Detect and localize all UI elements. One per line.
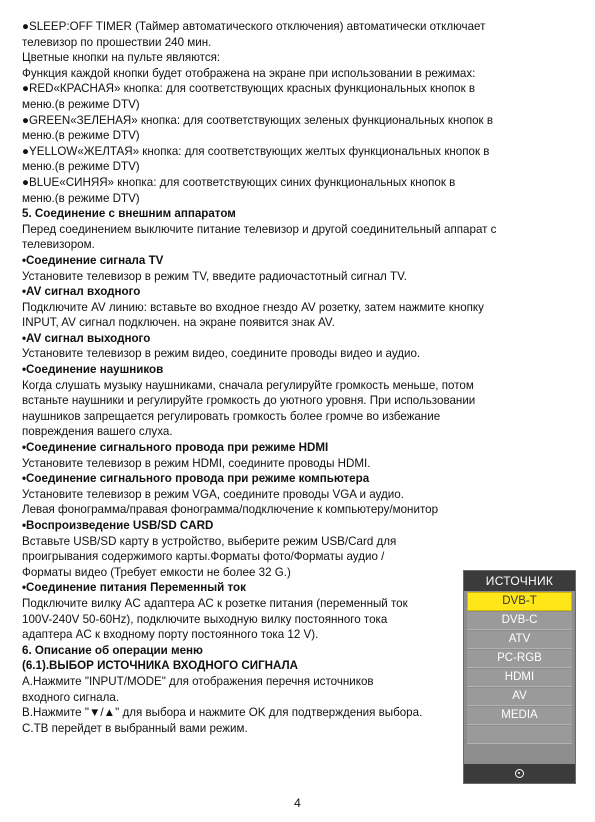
- section-heading: •Воспроизведение USB/SD CARD: [22, 519, 214, 532]
- source-menu-title: ИСТОЧНИК: [464, 571, 575, 591]
- section-heading: •Соединение питания Переменный ток: [22, 581, 246, 595]
- section-heading: •Соединение сигнального провода при режиме компьютера: [22, 472, 370, 486]
- section-heading: •AV сигнал входного: [22, 285, 141, 299]
- source-menu-item[interactable]: AV: [467, 688, 572, 706]
- source-menu-item[interactable]: ATV: [467, 631, 572, 649]
- ok-circle-icon: [515, 769, 524, 778]
- text-line: B.Нажмите "▼/▲" для выбора и нажмите OK для подтверждения выбора.: [22, 706, 423, 720]
- text-line: Подключите вилку AC адаптера AC к розетке питания (переменный ток: [22, 596, 408, 610]
- text-line: Вставьте USB/SD карту в устройство, выберите режим USB/Card для: [22, 534, 397, 548]
- section-heading: •Соединение сигнального провода при режиме HDMI: [22, 441, 329, 455]
- page-number: 4: [294, 796, 301, 810]
- section-heading: 6. Описание об операции меню: [22, 643, 203, 657]
- source-menu-item[interactable]: MEDIA: [467, 707, 572, 725]
- text-line: 100V-240V 50-60Hz), подключите выходную вилку постоянного тока: [22, 612, 388, 626]
- text-line: повреждения вашего слуха.: [22, 425, 173, 439]
- text-line: входного сигнала.: [22, 690, 120, 704]
- source-menu-item[interactable]: HDMI: [467, 669, 572, 687]
- section-heading: (6.1).ВЫБОР ИСТОЧНИКА ВХОДНОГО СИГНАЛА: [22, 659, 299, 673]
- text-line: Форматы видео (Требует емкости не более 32 G.): [22, 565, 291, 579]
- source-menu-item-empty[interactable]: [467, 726, 572, 744]
- text-line: Левая фонограмма/правая фонограмма/подключение к компьютеру/монитор: [22, 503, 439, 517]
- section-heading: 5. Соединение с внешним аппаратом: [22, 207, 236, 221]
- text-line: Установите телевизор в режим видео, соедините проводы видео и аудио.: [22, 347, 421, 361]
- text-line: Установите телевизор в режим HDMI, соедините проводы HDMI.: [22, 456, 371, 470]
- text-line: ●RED«КРАСНАЯ» кнопка: для соответствующих красных функциональных кнопок в: [22, 82, 476, 96]
- text-line: Когда слушать музыку наушниками, сначала регулируйте громкость меньше, потом: [22, 378, 474, 392]
- section-heading: •Соединение наушников: [22, 363, 164, 377]
- text-line: телевизором.: [22, 238, 95, 252]
- source-menu-footer: [464, 764, 575, 783]
- source-menu-item[interactable]: DVB-C: [467, 612, 572, 630]
- text-line: меню.(в режиме DTV): [22, 191, 140, 205]
- source-menu: [463, 570, 576, 784]
- text-line: A.Нажмите "INPUT/MODE" для отображения перечня источников: [22, 674, 374, 688]
- section-heading: •Соединение сигнала TV: [22, 253, 164, 267]
- source-menu-item[interactable]: DVB-T: [467, 592, 572, 611]
- text-line: наушников запрещается регулировать громкость более громче во избежание: [22, 409, 441, 423]
- source-menu-item[interactable]: PC-RGB: [467, 650, 572, 668]
- text-line: телевизор по прошествии 240 мин.: [22, 35, 212, 49]
- text-line: ●SLEEP:OFF TIMER (Таймер автоматического отключения) автоматически отключает: [22, 20, 486, 33]
- text-line: Перед соединением выключите питание телевизор и другой соединительный аппарат с: [22, 222, 497, 236]
- text-line: Функция каждой кнопки будет отображена на экране при использовании в режимах:: [22, 66, 476, 80]
- source-menu-list: [464, 592, 575, 744]
- text-line: C.ТВ перейдет в выбранный вами режим.: [22, 721, 248, 735]
- section-heading: •AV сигнал выходного: [22, 331, 151, 345]
- text-line: проигрывания содержимого карты.Форматы фото/Форматы аудио /: [22, 550, 385, 564]
- text-line: встаньте наушники и регулируйте громкость до уютного уровня. При использовании: [22, 394, 476, 408]
- text-line: меню.(в режиме DTV): [22, 129, 140, 143]
- text-line: ●BLUE«СИНЯЯ» кнопка: для соответствующих синих функциональных кнопок в: [22, 175, 456, 189]
- text-line: адаптера AC к входному порту постоянного тока 12 V).: [22, 628, 319, 642]
- text-line: меню.(в режиме DTV): [22, 97, 140, 111]
- text-line: INPUT, AV сигнал подключен. на экране появится знак AV.: [22, 316, 335, 330]
- text-line: ●GREEN«ЗЕЛЕНАЯ» кнопка: для соответствующих зеленых функциональных кнопок в: [22, 113, 494, 127]
- text-line: Установите телевизор в режим TV, введите радиочастотный сигнал TV.: [22, 269, 408, 283]
- text-line: меню.(в режиме DTV): [22, 160, 140, 174]
- text-line: ●YELLOW«ЖЕЛТАЯ» кнопка: для соответствующих желтых функциональных кнопок в: [22, 144, 490, 158]
- text-line: Цветные кнопки на пульте являются:: [22, 51, 221, 65]
- text-line: Подключите AV линию: вставьте во входное гнездо AV розетку, затем нажмите кнопку: [22, 300, 484, 314]
- text-line: Установите телевизор в режим VGA, соедините проводы VGA и аудио.: [22, 487, 404, 501]
